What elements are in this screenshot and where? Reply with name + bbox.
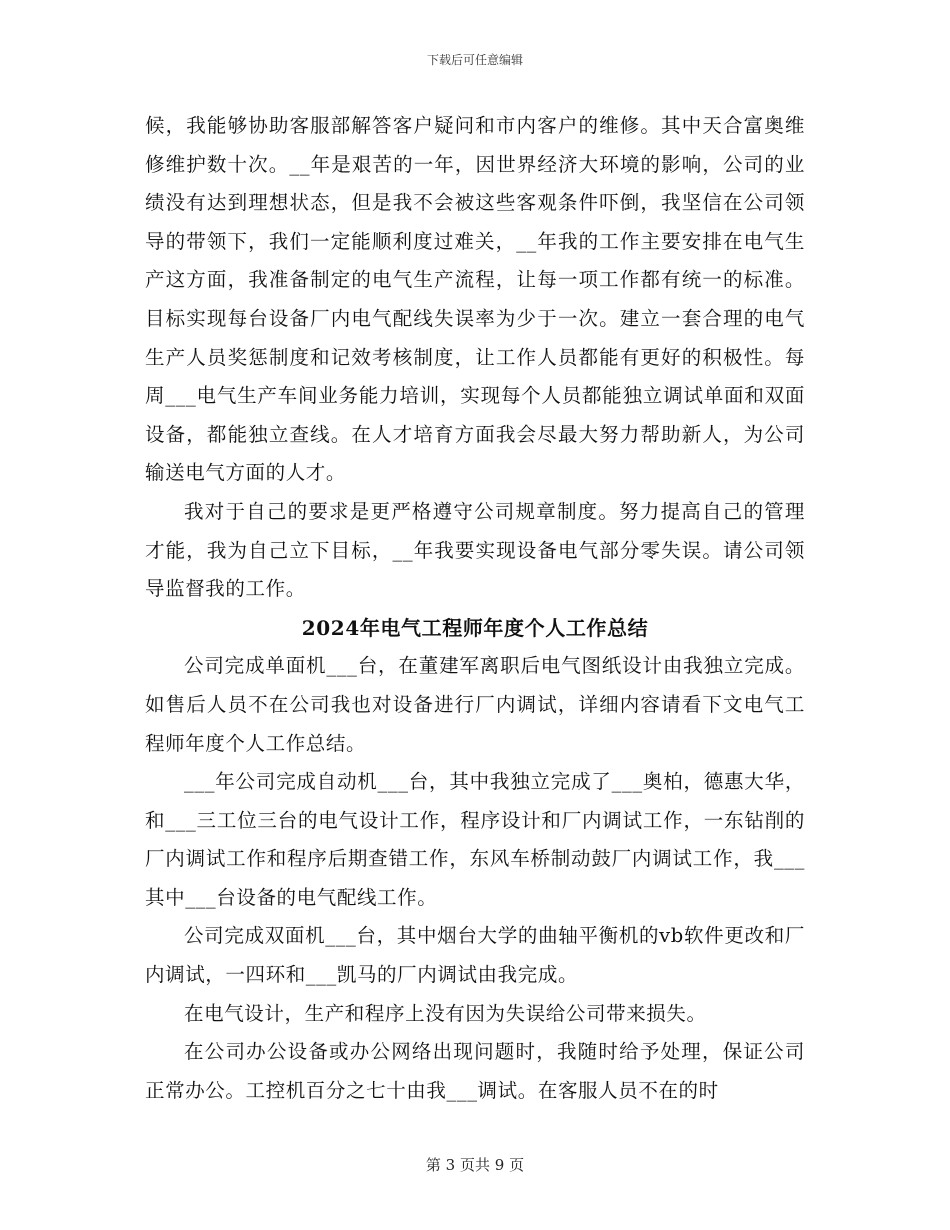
paragraph-4: ___年公司完成自动机___台，其中我独立完成了___奥柏，德惠大华，和___三工位三台的电气设计工作，程序设计和厂内调试工作，一东钻削的厂内调试工作和程序后期查错工作，东风车桥制动鼓厂内调试工作，我___其中___台设备的电气配线工作。 [145, 770, 805, 909]
paragraph-2: 我对于自己的要求是更严格遵守公司规章制度。努力提高自己的管理才能，我为自己立下目标，__年我要实现设备电气部分零失误。请公司领导监督我的工作。 [145, 499, 805, 601]
page-header: 下载后可任意编辑 [426, 53, 523, 67]
paragraph-7: 在公司办公设备或办公网络出现问题时，我随时给予处理，保证公司正常办公。工控机百分之七十由我___调试。在客服人员不在的时 [145, 1040, 805, 1102]
document-body [145, 107, 805, 1110]
page-number: 第 3 页共 9 页 [425, 1156, 525, 1174]
paragraph-5: 公司完成双面机___台，其中烟台大学的曲轴平衡机的vb软件更改和厂内调试，一四环和___凯马的厂内调试由我完成。 [145, 924, 805, 987]
paragraph-6: 在电气设计，生产和程序上没有因为失误给公司带来损失。 [184, 1001, 707, 1025]
paragraph-3: 公司完成单面机___台，在董建军离职后电气图纸设计由我独立完成。如售后人员不在公司我也对设备进行厂内调试，详细内容请看下文电气工程师年度个人工作总结。 [145, 654, 805, 755]
section-title: 2024年电气工程师年度个人工作总结 [301, 615, 649, 640]
paragraph-1: 候，我能够协助客服部解答客户疑问和市内客户的维修。其中天合富奥维修维护数十次。__年是艰苦的一年，因世界经济大环境的影响，公司的业绩没有达到理想状态，但是我不会被这些客观条件吓倒，我坚信在公司领导的带领下，我们一定能顺利度过难关，__年我的工作主要安排在电气生产这方面，我准备制定的电气生产流程，让每一项工作都有统一的标准。目标实现每台设备厂内电气配线失误率为少于一次。建立一套合理的电气生产人员奖惩制度和记效考核制度，让工作人员都能有更好的积极性。每周___电气生产车间业务能力培训，实现每个人员都能独立调试单面和双面设备，都能独立查线。在人才培育方面我会尽最大努力帮助新人，为公司输送电气方面的人才。 [145, 114, 805, 485]
